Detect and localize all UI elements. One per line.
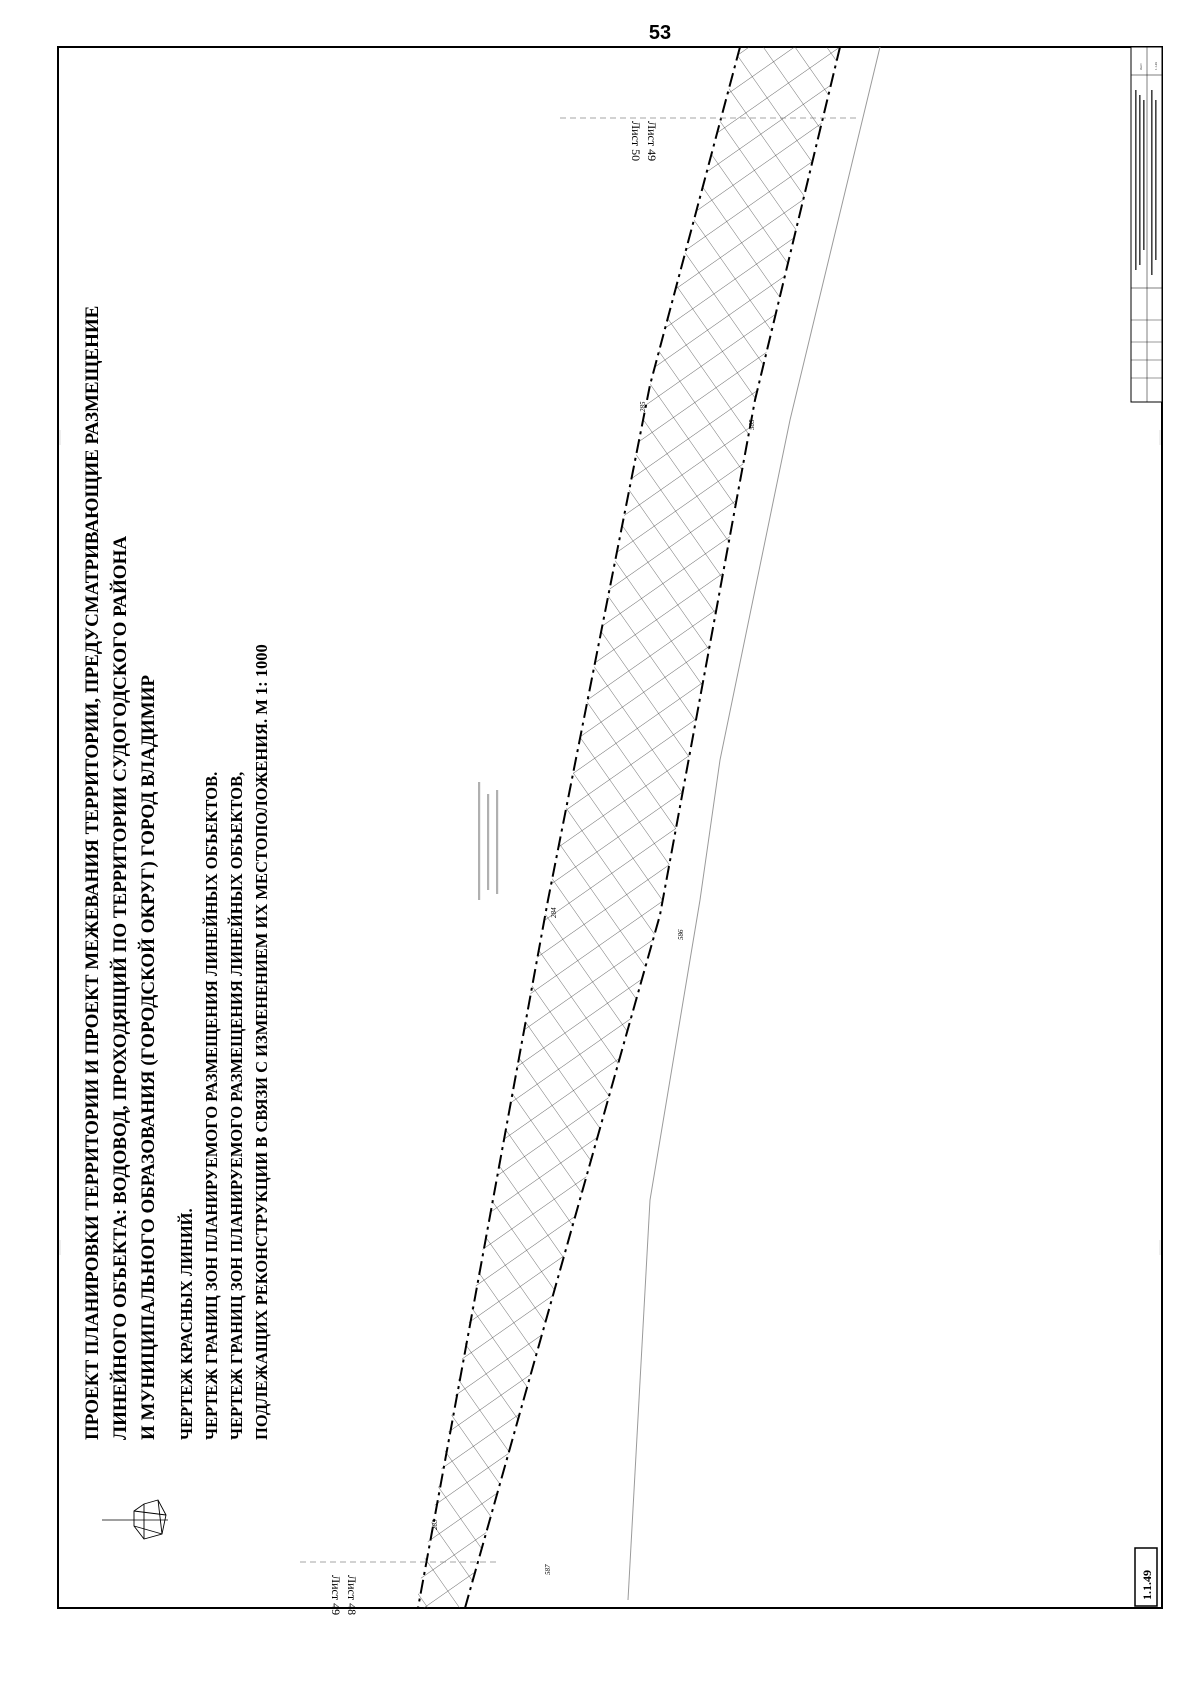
drawing-code: 1.1.49 [1140,1570,1154,1600]
title-stamp [1131,47,1162,402]
north-arrow-icon [102,1500,168,1539]
title-line-3: И МУНИЦИПАЛЬНОГО ОБРАЗОВАНИЯ (ГОРОДСКОЙ ОКРУГ) ГОРОД ВЛАДИМИР [138,674,159,1440]
subtitle-line-2: ЧЕРТЕЖ ГРАНИЦ ЗОН ПЛАНИРУЕМОГО РАЗМЕЩЕНИЯ ЛИНЕЙНЫХ ОБЪЕКТОВ. [202,771,221,1440]
title-line-2: ЛИНЕЙНОГО ОБЪЕКТА: ВОДОВОД, ПРОХОДЯЩИЙ ПО ТЕРРИТОРИИ СУДОГОДСКОГО РАЙОНА [110,535,131,1440]
drawing-code-box [1135,1548,1157,1606]
sheet-label-49-right: Лист 49 [645,121,659,162]
subtitle-line-4: ПОДЛЕЖАЩИХ РЕКОНСТРУКЦИИ В СВЯЗИ С ИЗМЕНЕНИЕМ ИХ МЕСТОПОЛОЖЕНИЯ. М 1: 1000 [252,644,271,1440]
subtitle-line-1: ЧЕРТЕЖ КРАСНЫХ ЛИНИЙ. [177,1208,196,1440]
subtitle-line-3: ЧЕРТЕЖ ГРАНИЦ ЗОН ПЛАНИРУЕМОГО РАЗМЕЩЕНИЯ ЛИНЕЙНЫХ ОБЪЕКТОВ, [227,771,246,1440]
sheet-label-49-left: Лист 49 [329,1575,343,1616]
point-585: 585 [748,419,756,430]
sheet-label-50: Лист 50 [629,121,643,162]
point-587: 587 [544,1564,552,1575]
point-285: 285 [639,401,647,412]
faint-annotation [478,782,498,900]
stamp-sheet-label: Лист [1139,63,1143,70]
title-line-1: ПРОЕКТ ПЛАНИРОВКИ ТЕРРИТОРИИ И ПРОЕКТ МЕЖЕВАНИЯ ТЕРРИТОРИИ, ПРЕДУСМАТРИВАЮЩИЕ РАЗМЕЩЕНИЕ [82,305,103,1440]
sheet-labels-left [329,1575,359,1615]
stamp-sheet-number: 1.1.49 [1154,62,1158,70]
point-284: 284 [550,907,558,918]
sheet-label-48: Лист 48 [345,1575,359,1616]
point-283: 283 [431,1519,439,1530]
point-586: 586 [677,929,685,940]
title-block [82,306,271,1440]
page-number: 53 [648,22,672,44]
sheet-labels-right [629,121,659,161]
